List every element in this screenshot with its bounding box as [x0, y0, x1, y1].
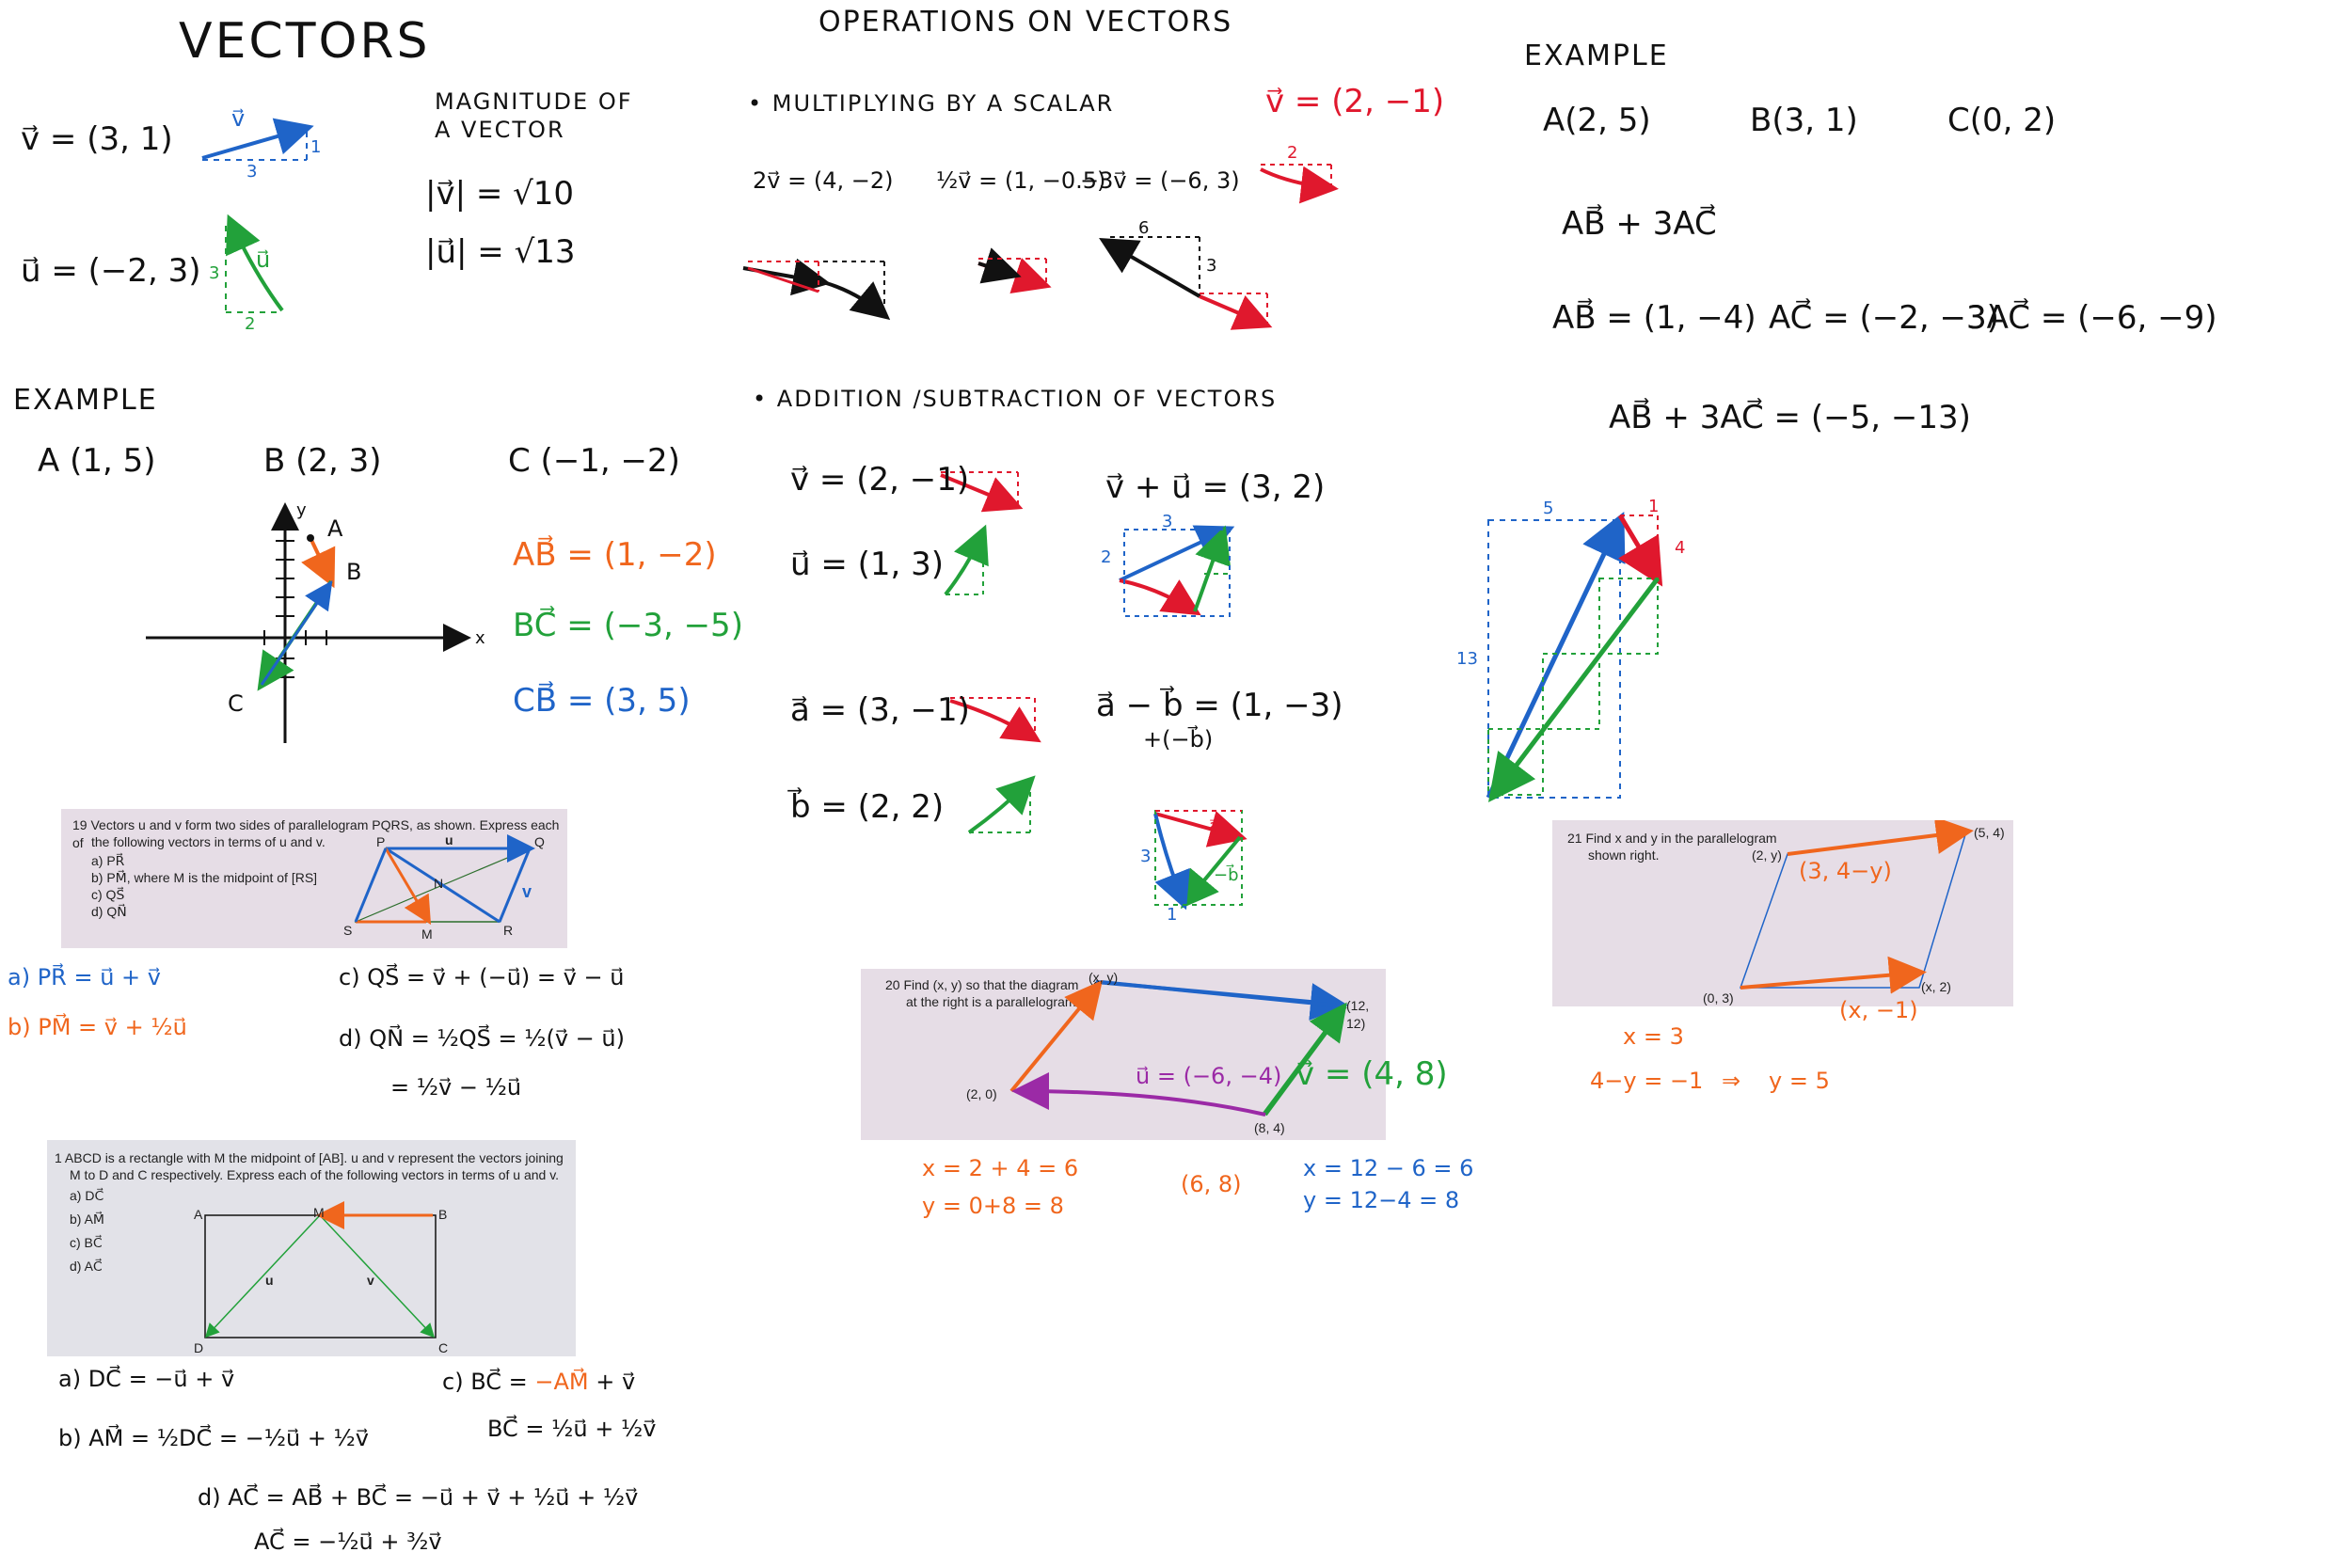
q1-label-m: M	[313, 1205, 325, 1220]
q1-answer-a: a) DC⃗ = −u⃗ + v⃗	[58, 1366, 235, 1392]
q19-b: b) PM⃗, where M is the midpoint of [RS]	[91, 870, 318, 885]
half-v: ½v⃗ = (1, −0.5)	[936, 167, 1106, 194]
q1-a: a) DC⃗	[70, 1188, 104, 1203]
addition-b-sketch	[969, 781, 1030, 832]
q21-top-vector: (3, 4−y)	[1799, 858, 1892, 884]
right-point-a: A(2, 5)	[1543, 102, 1651, 139]
q1-answer-c-post: + v⃗	[596, 1369, 636, 1395]
question-1-card	[47, 1140, 576, 1356]
example-left-title: EXAMPLE	[13, 384, 158, 417]
q1-label-c: C	[438, 1340, 449, 1355]
right-point-c: C(0, 2)	[1947, 102, 2057, 139]
diff-negb: −b⃗	[1214, 865, 1239, 885]
add-sum: v⃗ + u⃗ = (3, 2)	[1105, 468, 1326, 506]
coordinate-axes	[146, 508, 466, 743]
q20-point-20: (2, 0)	[966, 1086, 997, 1101]
right-expr: AB⃗ + 3AC⃗	[1562, 205, 1717, 243]
q21-answer-x: x = 3	[1623, 1023, 1684, 1050]
q19-label-m: M	[421, 927, 433, 942]
q19-label-u: u	[445, 832, 453, 847]
u-sketch-label: u⃗	[256, 246, 271, 273]
magnitude-heading-2: A VECTOR	[435, 117, 565, 143]
two-v: 2v⃗ = (4, −2)	[753, 167, 894, 194]
q21-text-2: shown right.	[1588, 847, 1660, 863]
right-result: AB⃗ + 3AC⃗ = (−5, −13)	[1609, 399, 1971, 436]
q19-text-1: 19 Vectors u and v form two sides of parallelogram PQRS, as shown. Express each of	[72, 817, 560, 850]
diff-sketch	[1155, 811, 1242, 905]
diff-a: a⃗	[1209, 816, 1220, 836]
scalar-red-2: 2	[1287, 143, 1298, 163]
v-magnitude: |v⃗| = √10	[425, 175, 575, 213]
right-sketch-4: 4	[1675, 538, 1686, 558]
q1-answer-d2: AC⃗ = −½u⃗ + ³⁄₂v⃗	[254, 1528, 442, 1555]
q20-text-1: 20 Find (x, y) so that the diagram	[885, 977, 1079, 992]
add-b: b⃗ = (2, 2)	[790, 788, 945, 826]
q20-point-84: (8, 4)	[1254, 1120, 1285, 1135]
axis-point-b: B	[346, 559, 362, 585]
q1-b: b) AM⃗	[70, 1212, 104, 1227]
q19-label-v: v	[522, 882, 532, 901]
u-sketch-2: 2	[245, 314, 256, 334]
right-3ac: 3AC⃗ = (−6, −9)	[1966, 299, 2217, 337]
q19-parallelogram	[61, 809, 567, 948]
half-v-sketch	[978, 259, 1046, 287]
q21-point-54: (5, 4)	[1974, 825, 2005, 840]
point-c: C (−1, −2)	[508, 442, 680, 480]
q21-answer-y: y = 5	[1769, 1068, 1830, 1094]
u-definition: u⃗ = (−2, 3)	[21, 252, 201, 290]
neg3-6: 6	[1138, 218, 1150, 238]
sum-sketch	[1120, 530, 1230, 616]
q21-answer-arrow: ⇒	[1722, 1068, 1741, 1094]
q1-answer-c2: BC⃗ = ½u⃗ + ½v⃗	[487, 1416, 657, 1442]
q20-text-2: at the right is a parallelogram.	[906, 994, 1080, 1009]
u-vector-sketch	[226, 221, 282, 312]
q1-c: c) BC⃗	[70, 1235, 103, 1250]
question-21-card	[1552, 820, 2013, 1006]
q19-c: c) QS⃗	[91, 887, 125, 902]
diff-1: 1	[1167, 905, 1178, 925]
right-ac: AC⃗ = (−2, −3)	[1769, 299, 1999, 337]
ab-plus-3ac-sketch	[1488, 515, 1658, 798]
q19-label-n: N	[434, 876, 444, 891]
add-plus-negb: +(−b⃗)	[1143, 726, 1214, 752]
q21-text-1: 21 Find x and y in the parallelogram	[1567, 831, 1777, 846]
q21-point-x2: (x, 2)	[1921, 979, 1951, 994]
q19-answer-d2: = ½v⃗ − ½u⃗	[390, 1074, 522, 1101]
q19-answer-c: c) QS⃗ = v⃗ + (−u⃗) = v⃗ − u⃗	[339, 964, 625, 990]
q1-text-1: 1 ABCD is a rectangle with M the midpoint of [AB]. u and v represent the vectors joining	[55, 1150, 564, 1165]
q1-d: d) AC⃗	[70, 1259, 103, 1274]
two-v-sketch	[743, 261, 884, 315]
q20-point-1212: (12, 12)	[1346, 998, 1370, 1031]
q1-rectangle	[47, 1140, 576, 1356]
q1-answer-d: d) AC⃗ = AB⃗ + BC⃗ = −u⃗ + v⃗ + ½u⃗ + ½v⃗	[198, 1484, 639, 1511]
q20-answer-x1: x = 2 + 4 = 6	[922, 1155, 1079, 1181]
axis-point-a: A	[327, 515, 343, 542]
v-sketch-label: v⃗	[231, 105, 246, 132]
q1-answer-b: b) AM⃗ = ½DC⃗ = −½u⃗ + ½v⃗	[58, 1425, 369, 1451]
q1-answer-c-orange: −AM⃗	[534, 1369, 589, 1395]
addition-heading: • ADDITION /SUBTRACTION OF VECTORS	[753, 386, 1278, 412]
q1-label-v: v	[367, 1273, 374, 1288]
axis-point-c: C	[228, 690, 244, 717]
q21-answer-eq: 4−y = −1	[1590, 1068, 1704, 1094]
q19-answer-b: b) PM⃗ = v⃗ + ½u⃗	[8, 1014, 187, 1040]
q21-point-2y: (2, y)	[1752, 847, 1782, 863]
question-19-card	[61, 809, 567, 948]
question-20-card	[861, 969, 1448, 1140]
point-b: B (2, 3)	[263, 442, 382, 480]
neg3-v: −3v⃗ = (−6, 3)	[1080, 167, 1240, 194]
v-sketch-3: 3	[246, 162, 258, 182]
u-magnitude: |u⃗| = √13	[425, 233, 576, 271]
add-u: u⃗ = (1, 3)	[790, 546, 945, 583]
right-sketch-13: 13	[1456, 649, 1478, 669]
q21-bottom-vector: (x, −1)	[1839, 997, 1918, 1023]
q20-point-xy: (x, y)	[1089, 970, 1119, 985]
addition-u-sketch	[946, 531, 983, 594]
magnitude-heading: MAGNITUDE OF	[435, 88, 633, 115]
right-point-b: B(3, 1)	[1750, 102, 1858, 139]
sum-3: 3	[1162, 512, 1173, 531]
vector-ab: AB⃗ = (1, −2)	[513, 536, 717, 574]
u-sketch-3: 3	[209, 263, 220, 283]
add-diff: a⃗ − b⃗ = (1, −3)	[1096, 687, 1343, 724]
q19-answer-d: d) QN⃗ = ½QS⃗ = ½(v⃗ − u⃗)	[339, 1025, 625, 1052]
q19-label-q: Q	[534, 834, 545, 849]
page-title: VECTORS	[179, 13, 431, 70]
q1-label-a: A	[194, 1207, 203, 1222]
scalar-v-red: v⃗ = (2, −1)	[1265, 83, 1445, 120]
axis-y-label: y	[296, 500, 307, 520]
diff-3: 3	[1140, 847, 1152, 866]
example-right-title: EXAMPLE	[1524, 40, 1669, 72]
v-vector-sketch	[202, 128, 307, 160]
right-sketch-1: 1	[1648, 497, 1660, 516]
vector-cb: CB⃗ = (3, 5)	[513, 682, 691, 720]
q20-answer-y1: y = 0+8 = 8	[922, 1193, 1064, 1219]
q21-point-03: (0, 3)	[1703, 990, 1734, 1006]
q20-answer-y2: y = 12−4 = 8	[1303, 1187, 1460, 1213]
q20-v-vector: v⃗ = (4, 8)	[1295, 1055, 1448, 1093]
q1-text-2: M to D and C respectively. Express each of the following vectors in terms of u and v.	[70, 1167, 560, 1182]
q20-u-vector: u⃗ = (−6, −4)	[1136, 1063, 1282, 1089]
right-ab: AB⃗ = (1, −4)	[1552, 299, 1756, 337]
q20-parallelogram	[861, 969, 1386, 1140]
q19-label-s: S	[343, 923, 353, 938]
neg3-3: 3	[1206, 256, 1217, 276]
q19-label-p: P	[376, 834, 386, 849]
axis-x-label: x	[475, 628, 485, 648]
q20-answer-point: (6, 8)	[1181, 1171, 1242, 1197]
neg3-v-sketch	[1105, 237, 1267, 327]
scalar-heading: • MULTIPLYING BY A SCALAR	[748, 90, 1115, 117]
q1-label-b: B	[438, 1207, 448, 1222]
q19-text-2: the following vectors in terms of u and v.	[91, 834, 326, 849]
q1-label-d: D	[194, 1340, 204, 1355]
right-sketch-5: 5	[1543, 499, 1554, 518]
q1-answer-c-pre: c) BC⃗ =	[442, 1369, 528, 1395]
scalar-v-sketch	[1261, 165, 1331, 193]
point-a: A (1, 5)	[38, 442, 156, 480]
add-a: a⃗ = (3, −1)	[790, 691, 970, 729]
q1-answer-c	[442, 1369, 635, 1395]
add-v: v⃗ = (2, −1)	[790, 461, 970, 499]
q19-label-r: R	[503, 923, 514, 938]
sum-2: 2	[1101, 547, 1112, 567]
q20-answer-x2: x = 12 − 6 = 6	[1303, 1155, 1474, 1181]
v-definition: v⃗ = (3, 1)	[21, 120, 173, 158]
q19-answer-a: a) PR⃗ = u⃗ + v⃗	[8, 964, 161, 990]
vector-bc: BC⃗ = (−3, −5)	[513, 607, 743, 644]
q19-a: a) PR⃗	[91, 853, 125, 868]
v-sketch-1: 1	[310, 137, 322, 157]
operations-title: OPERATIONS ON VECTORS	[818, 6, 1233, 39]
q1-label-u: u	[265, 1273, 274, 1288]
q19-d: d) QN⃗	[91, 904, 127, 919]
